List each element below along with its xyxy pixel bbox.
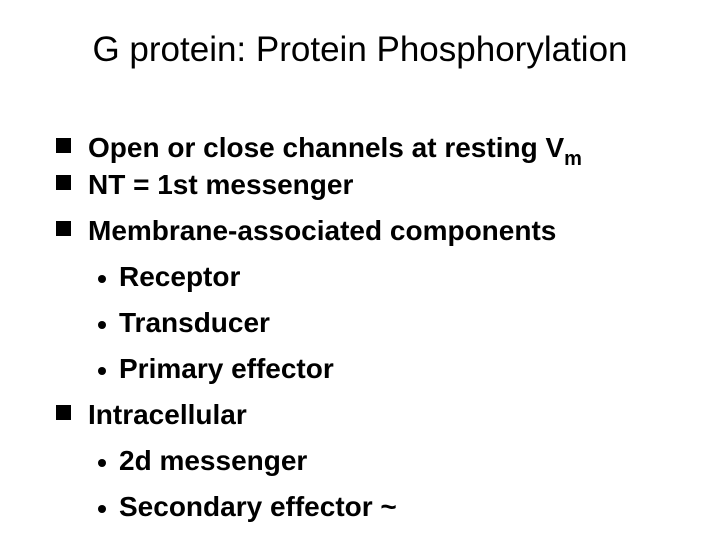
bullet-item-membrane-components	[56, 211, 556, 251]
bullet-text: Receptor	[119, 261, 241, 292]
bullet-subscript: m	[564, 148, 582, 170]
bullet-text: Secondary effector ~	[119, 491, 397, 522]
bullet-text: Intracellular	[88, 399, 247, 430]
slide-title: G protein: Protein Phosphorylation	[92, 30, 628, 69]
dot-bullet-icon	[98, 505, 106, 513]
dot-bullet-icon	[98, 321, 106, 329]
dot-bullet-icon	[98, 275, 106, 283]
square-bullet-icon	[56, 175, 71, 190]
bullet-item-transducer	[98, 303, 270, 343]
bullet-item-primary-effector	[98, 349, 334, 389]
bullet-text: Membrane-associated components	[88, 215, 557, 246]
bullet-item-second-messenger	[98, 441, 307, 481]
bullet-item-nt-first-messenger	[56, 165, 353, 205]
dot-bullet-icon	[98, 459, 106, 467]
bullet-item-receptor	[98, 257, 240, 297]
bullet-text: Primary effector	[119, 353, 334, 384]
square-bullet-icon	[56, 405, 71, 420]
bullet-item-open-close-channels	[56, 128, 582, 168]
bullet-item-intracellular	[56, 395, 247, 435]
bullet-text: Transducer	[119, 307, 270, 338]
dot-bullet-icon	[98, 367, 106, 375]
bullet-item-secondary-effector	[98, 487, 397, 527]
square-bullet-icon	[56, 138, 71, 153]
square-bullet-icon	[56, 221, 71, 236]
bullet-text: Open or close channels at resting V	[88, 132, 565, 163]
bullet-text: NT = 1st messenger	[88, 169, 354, 200]
bullet-text: 2d messenger	[119, 445, 308, 476]
